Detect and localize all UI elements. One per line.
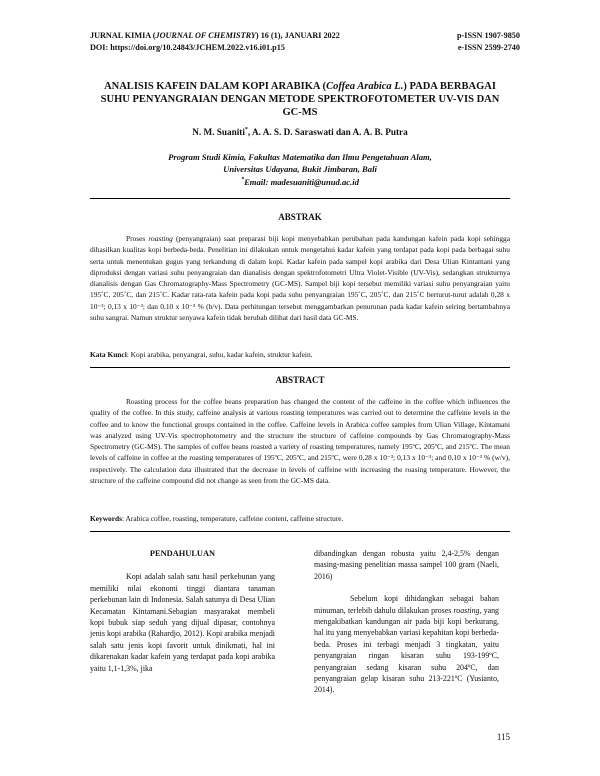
authors: N. M. Suaniti*, A. A. S. D. Saraswati dan A. A. B. Putra	[192, 127, 408, 138]
left-column	[90, 548, 275, 674]
divider	[90, 198, 510, 199]
divider	[90, 367, 510, 368]
paragraph: dibandingkan dengan robusta yaitu 2,4-2,5% dengan masing-masing penelitian massa sampel 100 gram (Naeli, 2016)	[314, 549, 499, 581]
paragraph: Kopi adalah salah satu hasil perkebunan yang memiliki nilai ekonomi tinggi diantara tanaman perkebunan lain di Indonesia. Salah satunya di Desa Ulian Kecamatan Kintamani.Sebagian masyarakat membeli kopi bubuk siap seduh yang dijual dipasar, contohnya jenis kopi arabika (Rahardjo, 2012). Kopi arabika menjadi salah satu jenis kopi favorit untuk dinikmati, hal ini dikarenakan kadar kafein yang terdapat pada kopi arabika yaitu 1,1-1,3%, jika	[90, 572, 275, 673]
keywords: Keywords: Arabica coffee, roasting, temperature, caffeine content, caffeine structure.	[90, 514, 344, 523]
section-heading: PENDAHULUAN	[149, 549, 216, 558]
abstract-body: Roasting process for the coffee beans preparation has changed the content of the caffeine in the coffee which influences the quality of the coffee. In this study, caffeine analysis at various roasting temperatures was carried out to determine the caffeine levels in the coffee and to know the functional groups contained in the coffee. Caffeine levels in Arabica coffee samples from Ulian Village, Kintamani was analyzed using UV-Vis spectrophotometry and the structure the structure of caffeine compounds by Gas Chromatography-Mass Spectrometry (GC-MS). The samples of coffee beans roasted a variety of roasting temperatures, namely 195ºC, 205ºC, and 215ºC. The mean levels of caffeine in coffee at the roasting temperatures of 195ºC, 205ºC, and 215ºC, were 0,28 x 10⁻³; 0,13 x 10⁻³; and 0,10 x 10⁻³ % (w/v), respectively. The calculation data illustrated that the decrease in levels of caffeine with increasing the roasing temperature. However, the structure of the caffeine compound did not change as seen from the GC-MS data.	[90, 397, 510, 486]
affiliation: Program Studi Kimia, Fakultas Matematika dan Ilmu Pengetahuan Alam, Universitas Udayana, Bukit Jimbaran, Bali *Email: madesuaniti@unud.ac.id	[168, 152, 432, 187]
running-header	[90, 30, 520, 54]
pissn: p-ISSN 1907-9850	[456, 31, 520, 40]
right-column	[314, 548, 499, 696]
abstrak-heading: ABSTRAK	[278, 212, 322, 222]
eissn: e-ISSN 2599-2740	[457, 43, 520, 52]
abstract-heading: ABSTRACT	[275, 375, 325, 385]
journal-name: JURNAL KIMIA (JOURNAL OF CHEMISTRY) 16 (1), JANUARI 2022	[90, 31, 340, 40]
abstrak-body: Proses roasting (penyangraian) saat preparasi biji kopi menyebabkan perubahan pada kandungan kafein pada kopi sehingga dihasilkan kualitas kopi berbeda-beda. Penelitian ini dilakukan untuk mengetahui kadar kafein yang terdapat pada kopi pada berbagai suhu serta untuk menentukan gugus yang terkandung di dalam kopi. Kadar kafein pada sampel kopi arabika dari Desa Ulian Kintamani yang diproduksi dengan variasi suhu penyangraian dan dianalisis dengan spektrofotometri Ultra Violet-Visible (UV-Vis), sedangkan strukturnya dianalisis dengan Gas Chromatography-Mass Spectrometry (GC-MS). Sampel biji kopi tersebut memiliki variasi suhu penyangraian yaitu 195˚C, 205˚C, dan 215˚C. Kadar rata-rata kafein pada kopi pada suhu penyangraian 195˚C, 205˚C, dan 215˚C berturut-turut adalah 0,28 x 10⁻³; 0,13 x 10⁻³; dan 0,10 x 10⁻³ % (b/v). Data perhitungan tersebut menggambarkan penurunan pada kadar kafein seiring bertambahnya suhu sangrai. Namun struktur senyawa kafein tidak berubah dilihat dari hasil data GC-MS.	[90, 234, 510, 323]
divider	[90, 531, 510, 532]
paragraph: Sebelum kopi dihidangkan sebagai bahan minuman, terlebih dahulu dilakukan proses roasting, yang mengakibatkan kandungan air pada biji kopi berkurang, hal itu yang menyebabkan variasi kepahitan kopi berbeda-beda. Proses ini terbagi menjadi 3 tingkatan, yaitu penyangraian ringan kisaran suhu 193-199ºC, penyangraian sedang kisaran suhu 204ºC, dan penyangraian gelap kisaran suhu 213-221ºC (Yusianto, 2014).	[314, 594, 499, 695]
page-number: 115	[496, 732, 510, 742]
doi[interactable]: DOI: https://doi.org/10.24843/JCHEM.2022.v16.i01.p15	[90, 43, 285, 52]
email[interactable]: Email: madesuaniti@unud.ac.id	[244, 176, 359, 187]
kata-kunci: Kata Kunci: Kopi arabika, penyangrai, suhu, kadar kafein, struktur kafein.	[90, 350, 313, 359]
paper-title: ANALISIS KAFEIN DALAM KOPI ARABIKA (Coffea Arabica L.) PADA BERBAGAI SUHU PENYANGRAIAN DENGAN METODE SPEKTROFOTOMETER UV-VIS DAN GC-MS	[100, 81, 500, 118]
